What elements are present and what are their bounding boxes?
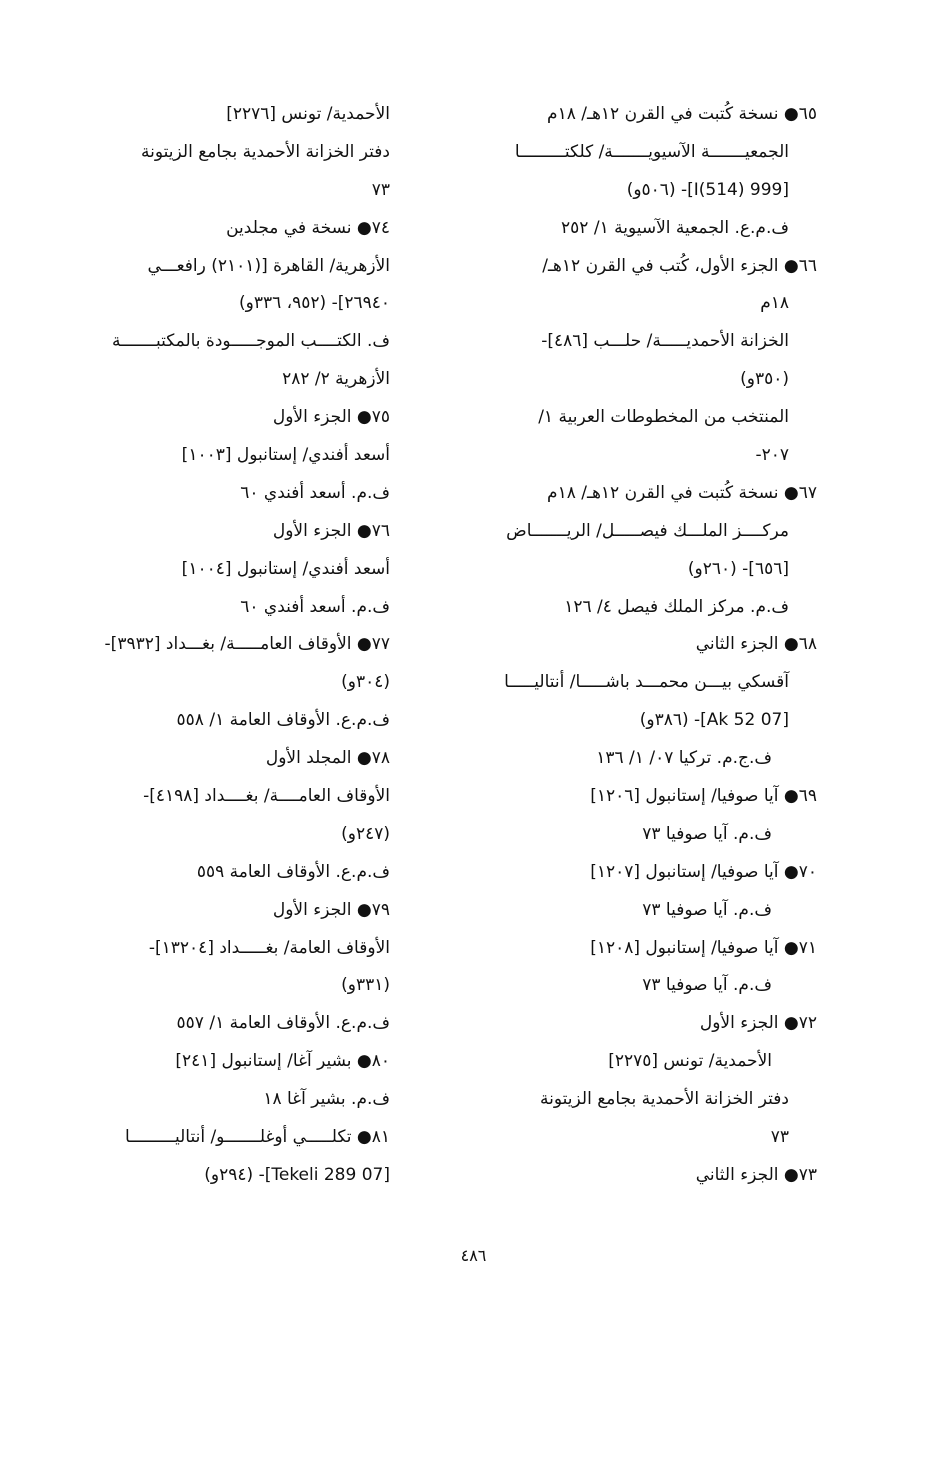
entry-80-heading: ٨٠● بشير آغا/ إستانبول [٢٤١] [175,1051,390,1072]
entry-65-shelfmark: [999 I(514)]- (٥٠٦و) [626,179,789,200]
entry-74-library: الأزهرية/ القاهرة [(٢١٠١) رافعـــي [147,255,390,276]
entry-72-heading: ٧٢● الجزء الأول [699,1013,817,1034]
entry-76-heading: ٧٦● الجزء الأول [272,520,390,541]
entry-73-library: الأحمدية/ تونس [٢٢٧٦] [226,104,390,124]
entry-81-heading: ٨١● تكلـــــي أوغلـــــــو/ أنتاليـــــــــا [124,1127,390,1148]
entry-67-heading: ٦٧● نسخة كُتبت في القرن ١٢هـ/ ١٨م [547,482,817,503]
entry-76-library: أسعد أفندي/ إستانبول [١٠٠٤] [181,558,390,579]
entry-68-heading: ٦٨● الجزء الثاني [695,634,817,655]
entry-70-heading: ٧٠● آيا صوفيا/ إستانبول [١٢٠٧] [590,861,817,882]
entry-73-catalog: دفتر الخزانة الأحمدية بجامع الزيتونة [141,141,390,162]
entry-79-catalog: ف.م.ع. الأوقاف العامة ١/ ٥٥٧ [176,1013,390,1034]
entry-75-library: أسعد أفندي/ إستانبول [١٠٠٣] [181,445,390,466]
entry-77-catalog: ف.م.ع. الأوقاف العامة ١/ ٥٥٨ [176,710,390,731]
entry-78-library: الأوقاف العامــــة/ بغــــداد [٤١٩٨]- [143,786,390,807]
entry-66-heading-cont: ١٨م [760,293,789,314]
entry-79-shelfmark: (٣٣١و) [341,975,390,996]
page-number: ٤٨٦ [460,1246,487,1265]
entry-68-shelfmark: [07 Ak 52]- (٣٨٦و) [639,710,789,731]
entry-79-library: الأوقاف العامة/ بغـــــداد [١٣٢٠٤]- [148,937,390,958]
entry-71-heading: ٧١● آيا صوفيا/ إستانبول [١٢٠٨] [590,937,817,958]
entry-79-heading: ٧٩● الجزء الأول [272,899,390,920]
entry-66-catalog-cont: ٢٠٧- [755,445,789,466]
entry-67-catalog: ف.م. مركز الملك فيصل ٤/ ١٢٦ [564,596,789,617]
entry-67-shelfmark: [٦٥٦]- (٢٦٠و) [687,558,789,579]
entry-72-catalog: دفتر الخزانة الأحمدية بجامع الزيتونة [540,1089,789,1110]
entry-66-catalog: المنتخب من المخطوطات العربية ١/ [538,407,789,428]
entry-75-heading: ٧٥● الجزء الأول [272,407,390,428]
entry-69-heading: ٦٩● آيا صوفيا/ إستانبول [١٢٠٦] [590,786,817,807]
entry-77-heading: ٧٧● الأوقاف العامـــــة/ بغـــداد [٣٩٣٢]- [104,634,390,655]
entry-66-library: الخزانة الأحمديـــــة/ حلـــب [٤٨٦]- [541,331,789,352]
entry-69-catalog: ف.م. آيا صوفيا ٧٣ [642,823,772,844]
left-column [95,96,390,1195]
entry-76-catalog: ف.م. أسعد أفندي ٦٠ [240,596,390,617]
entry-74-shelfmark: ٢٦٩٤٠]- (٩٥٢، ٣٣٦و) [238,293,390,314]
entry-67-library: مركــــز الملـــك فيصـــــل/ الريـــــــاض [506,520,789,541]
entry-70-catalog: ف.م. آيا صوفيا ٧٣ [642,899,772,920]
entry-81-shelfmark: [07 Tekeli 289]- (٢٩٤و) [204,1164,390,1185]
entry-73-heading: ٧٣● الجزء الثاني [695,1164,817,1185]
entry-80-catalog: ف.م. بشير آغا ١٨ [263,1089,390,1110]
entry-78-catalog: ف.م.ع. الأوقاف العامة ٥٥٩ [196,861,390,882]
entry-71-catalog: ف.م. آيا صوفيا ٧٣ [642,975,772,996]
entry-77-shelfmark: (٣٠٤و) [341,672,390,693]
entry-74-catalog: ف. الكتــــب الموجـــــودة بالمكتبـــــــة [111,331,390,352]
entry-65-library: الجمعيـــــــة الآسيويـــــــة/ كلكتـــــــــا [514,141,789,162]
entry-75-catalog: ف.م. أسعد أفندي ٦٠ [240,482,390,503]
entry-74-catalog-cont: الأزهرية ٢/ ٢٨٢ [282,369,390,390]
entry-65-catalog: ف.م.ع. الجمعية الآسيوية ١/ ٢٥٢ [561,217,789,238]
entry-66-shelfmark: (٣٥٠و) [740,369,789,390]
entry-68-library: آقسكي بيـــن محمـــد باشـــــا/ أنتاليـــــا [504,672,789,693]
entry-66-heading: ٦٦● الجزء الأول، كُتب في القرن ١٢هـ/ [542,255,817,276]
right-column [472,96,817,1195]
entry-68-catalog: ف.ج.م. تركيا ٠٧/ ١/ ١٣٦ [596,748,772,769]
entry-65-heading: ٦٥● نسخة كُتبت في القرن ١٢هـ/ ١٨م [547,104,817,124]
entry-72-library: الأحمدية/ تونس [٢٢٧٥] [608,1051,772,1072]
entry-74-heading: ٧٤● نسخة في مجلدين [226,217,390,238]
entry-78-heading: ٧٨● المجلد الأول [265,748,390,769]
entry-72-catalog-cont: ٧٣ [770,1127,789,1148]
entry-73-catalog-cont: ٧٣ [371,179,390,200]
entry-78-shelfmark: (٢٤٧و) [341,823,390,844]
